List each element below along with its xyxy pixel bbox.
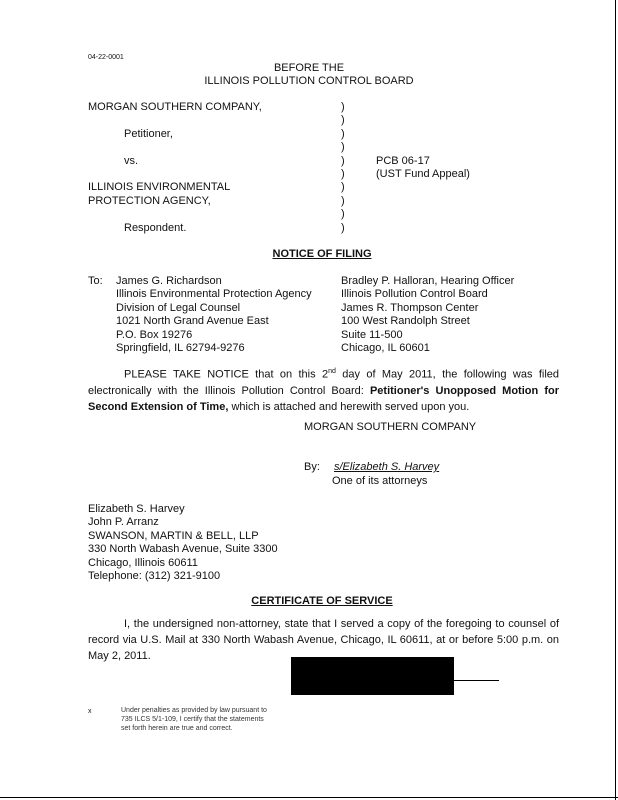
attorney-line: Elizabeth S. Harvey: [88, 503, 185, 515]
page-edge-bottom: [0, 797, 618, 798]
caption-paren: ): [341, 155, 345, 167]
page-edge-right: [615, 0, 616, 800]
caption-paren: ): [341, 195, 345, 207]
footnote-mark: x: [88, 708, 92, 715]
recipient-2-line: Illinois Pollution Control Board: [341, 288, 488, 301]
notice-body-part-1: PLEASE TAKE NOTICE that on this 2: [124, 368, 329, 381]
notice-body: [88, 364, 559, 415]
attorney-line: 330 North Wabash Avenue, Suite 3300: [88, 543, 278, 556]
notice-body-part-2: day of May 2011, the following was filed electronically with the Illinois Pollution Control Board:: [88, 368, 560, 397]
attorney-line: Telephone: (312) 321-9100: [88, 570, 221, 583]
petitioner-name: MORGAN SOUTHERN COMPANY,: [88, 101, 262, 113]
recipient-1-line: Division of Legal Counsel: [116, 301, 241, 314]
recipient-1-line: James G. Richardson: [116, 275, 222, 287]
recipient-1-line: Springfield, IL 62794-9276: [116, 342, 245, 355]
case-type: (UST Fund Appeal): [376, 168, 470, 180]
redacted-signature: [291, 657, 454, 695]
signature-line: [454, 680, 499, 681]
recipient-1-line: Illinois Environmental Protection Agency: [116, 288, 312, 301]
header-line-2: ILLINOIS POLLUTION CONTROL BOARD: [204, 75, 414, 87]
document-id: 04-22-0001: [88, 54, 124, 61]
header-line-1: BEFORE THE: [273, 62, 345, 74]
certificate-body: I, the undersigned non-attorney, state that I served a copy of the foregoing to counsel of record via U.S. Mail at 330 North Wabash Avenue, Chicago, IL 60611, at or before 5:00 p.m. on May 2, 2011.: [88, 618, 559, 662]
caption-paren: ): [341, 128, 345, 140]
recipient-1-line: 1021 North Grand Avenue East: [116, 315, 269, 328]
attorney-line: SWANSON, MARTIN & BELL, LLP: [88, 529, 259, 542]
recipient-1: [116, 275, 312, 355]
recipient-2: [341, 275, 514, 355]
caption-paren: ): [341, 101, 345, 113]
respondent-role: Respondent.: [124, 222, 187, 234]
company-signature: MORGAN SOUTHERN COMPANY: [304, 421, 477, 433]
versus-label: vs.: [124, 155, 139, 167]
electronic-signature: s/Elizabeth S. Harvey: [334, 461, 440, 473]
caption-paren: ): [341, 141, 345, 153]
respondent-line-1: ILLINOIS ENVIRONMENTAL: [88, 181, 231, 193]
recipient-2-line: James R. Thompson Center: [341, 301, 479, 314]
respondent-line-2: PROTECTION AGENCY,: [88, 195, 211, 207]
one-of-attorneys: One of its attorneys: [332, 475, 428, 487]
attorney-line: Chicago, Illinois 60611: [88, 556, 198, 569]
caption-paren: ): [341, 168, 345, 180]
caption-paren: ): [341, 181, 345, 193]
footnote-text: Under penalties as provided by law pursuant to 735 ILCS 5/1-109, I certify that the statements set forth herein are true and correct.: [121, 707, 267, 732]
petitioner-role: Petitioner,: [124, 128, 173, 140]
notice-body-bold: Petitioner's Unopposed Motion for Second Extension of Time,: [88, 384, 559, 413]
recipient-2-line: Bradley P. Halloran, Hearing Officer: [341, 275, 515, 287]
caption-paren: ): [341, 208, 345, 220]
recipient-2-line: Suite 11-500: [341, 328, 403, 341]
caption-paren: ): [341, 114, 345, 126]
recipient-2-line: 100 West Randolph Street: [341, 315, 470, 328]
recipient-2-line: Chicago, IL 60601: [341, 342, 430, 355]
case-number: PCB 06-17: [376, 155, 430, 167]
caption-paren: ): [341, 222, 345, 234]
by-label: By:: [304, 461, 320, 473]
recipient-1-line: P.O. Box 19276: [116, 328, 193, 341]
certificate-title: CERTIFICATE OF SERVICE: [251, 595, 393, 607]
notice-body-sup: nd: [328, 368, 336, 375]
notice-body-part-3: which is attached and herewith served upon you.: [228, 400, 470, 413]
attorney-block: [88, 503, 278, 583]
to-label: To:: [88, 275, 103, 287]
notice-title: NOTICE OF FILING: [272, 248, 372, 260]
attorney-line: John P. Arranz: [88, 516, 159, 529]
